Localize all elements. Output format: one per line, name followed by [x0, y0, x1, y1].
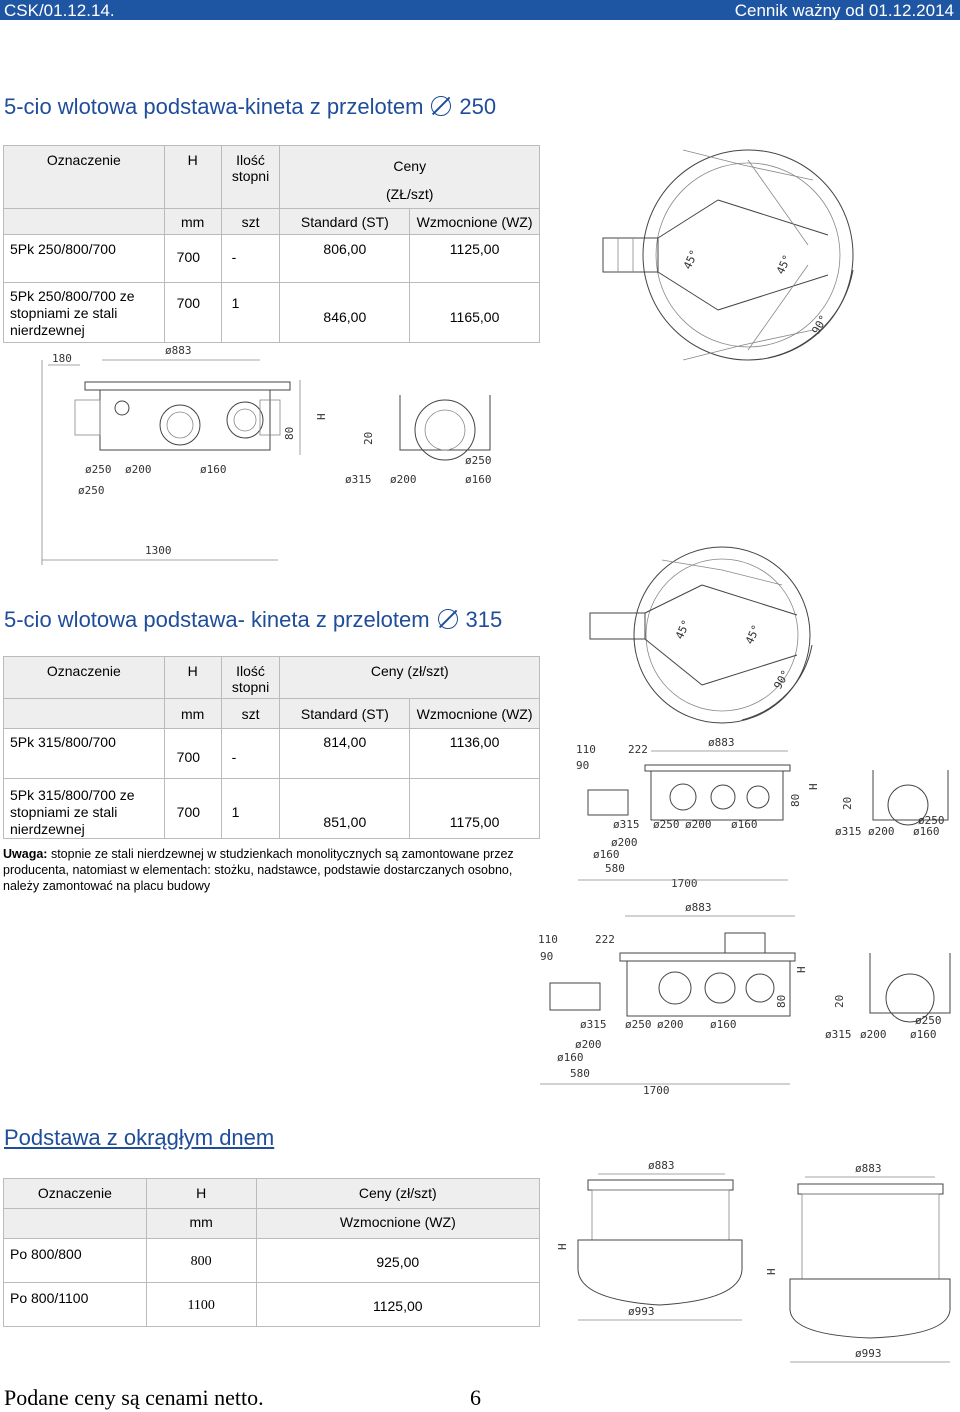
svg-text:ø250: ø250 — [625, 1018, 652, 1031]
col-wzmocnione: Wzmocnione (WZ) — [256, 1209, 539, 1239]
svg-text:20: 20 — [833, 994, 846, 1008]
unit-mm: mm — [146, 1209, 256, 1239]
row-price-st: 846,00 — [280, 283, 410, 343]
svg-text:80: 80 — [775, 994, 788, 1008]
svg-text:ø160: ø160 — [913, 825, 940, 838]
svg-text:ø883: ø883 — [648, 1159, 675, 1172]
unit-szt: szt — [221, 699, 280, 729]
col-h: H — [146, 1179, 256, 1209]
row-price-st: 806,00 — [280, 235, 410, 283]
row-price-wz: 1136,00 — [410, 729, 540, 779]
svg-text:ø993: ø993 — [628, 1305, 655, 1318]
svg-text:580: 580 — [570, 1067, 590, 1080]
row-price-st: 814,00 — [280, 729, 410, 779]
warning-note: Uwaga: stopnie ze stali nierdzewnej w studzienkach monolitycznych są zamontowane przez producenta, natomiast w elementach: stożku, nadstawce, podstawie dostarczanych osobno, należy zamontować na placu budowy — [3, 847, 514, 893]
svg-text:90: 90 — [540, 950, 554, 963]
price-table — [3, 1178, 540, 1327]
row-price-wz: 1175,00 — [410, 779, 540, 839]
svg-text:ø315: ø315 — [345, 473, 372, 486]
col-h: H — [164, 657, 221, 699]
row-h: 700 — [164, 283, 221, 343]
svg-text:580: 580 — [605, 862, 625, 875]
unit-mm: mm — [164, 699, 221, 729]
col-wzmocnione: Wzmocnione (WZ) — [410, 209, 540, 235]
svg-text:20: 20 — [841, 796, 854, 810]
svg-text:90°: 90° — [809, 312, 831, 337]
col-wzmocnione: Wzmocnione (WZ) — [410, 699, 540, 729]
col-ceny: Ceny (zł/szt) — [280, 657, 540, 699]
page-number: 6 — [470, 1385, 481, 1410]
document-code: CSK/01.12.14. — [4, 1, 115, 20]
top-view-drawing — [582, 555, 822, 715]
svg-text:ø883: ø883 — [165, 344, 192, 357]
col-oznaczenie: Oznaczenie — [4, 657, 165, 699]
svg-text:ø160: ø160 — [557, 1051, 584, 1064]
row-steps: - — [221, 235, 280, 283]
section-title: Podstawa z okrągłym dnem — [4, 1125, 275, 1150]
svg-text:1700: 1700 — [643, 1084, 670, 1097]
svg-text:1700: 1700 — [671, 877, 698, 890]
svg-text:H: H — [765, 1268, 778, 1275]
svg-text:ø160: ø160 — [593, 848, 620, 861]
unit-mm: mm — [164, 209, 221, 235]
page-header — [0, 0, 960, 20]
svg-text:ø315: ø315 — [613, 818, 640, 831]
side-view-drawing — [535, 898, 955, 1098]
svg-text:90: 90 — [576, 759, 590, 772]
svg-text:ø250: ø250 — [465, 454, 492, 467]
svg-text:ø160: ø160 — [710, 1018, 737, 1031]
svg-text:180: 180 — [52, 352, 72, 365]
col-ilosc: Ilość stopni — [221, 657, 280, 699]
row-name: 5Pk 315/800/700 — [4, 729, 165, 779]
unit-szt: szt — [221, 209, 280, 235]
svg-text:ø200: ø200 — [611, 836, 638, 849]
svg-text:ø250: ø250 — [78, 484, 105, 497]
diameter-icon — [438, 609, 458, 629]
row-price-wz: 1125,00 — [410, 235, 540, 283]
price-table — [3, 145, 540, 343]
row-price-st: 851,00 — [280, 779, 410, 839]
svg-text:ø200: ø200 — [860, 1028, 887, 1041]
svg-text:H: H — [795, 966, 808, 973]
svg-text:45°: 45° — [773, 252, 795, 277]
svg-text:110: 110 — [538, 933, 558, 946]
svg-text:H: H — [807, 783, 820, 790]
svg-text:ø160: ø160 — [731, 818, 758, 831]
svg-text:1300: 1300 — [145, 544, 172, 557]
row-name: Po 800/800 — [4, 1239, 147, 1283]
svg-text:ø160: ø160 — [910, 1028, 937, 1041]
svg-text:110: 110 — [576, 743, 596, 756]
svg-text:ø315: ø315 — [835, 825, 862, 838]
svg-text:222: 222 — [628, 743, 648, 756]
section-title: 5-cio wlotowa podstawa-kineta z przelotem 250 — [4, 94, 497, 119]
row-h: 700 — [164, 235, 221, 283]
svg-text:ø250: ø250 — [653, 818, 680, 831]
side-view-drawing — [573, 735, 958, 895]
row-name: Po 800/1100 — [4, 1283, 147, 1327]
section-title: 5-cio wlotowa podstawa- kineta z przelotem 315 — [4, 607, 503, 632]
round-base-drawing — [550, 1150, 955, 1370]
svg-text:ø315: ø315 — [580, 1018, 607, 1031]
svg-text:ø200: ø200 — [685, 818, 712, 831]
svg-text:ø200: ø200 — [390, 473, 417, 486]
svg-text:H: H — [556, 1243, 569, 1250]
svg-text:ø160: ø160 — [200, 463, 227, 476]
col-oznaczenie: Oznaczenie — [4, 1179, 147, 1209]
col-ilosc: Ilość stopni — [221, 146, 280, 209]
col-oznaczenie: Oznaczenie — [4, 146, 165, 209]
svg-text:ø200: ø200 — [657, 1018, 684, 1031]
row-name: 5Pk 250/800/700 — [4, 235, 165, 283]
row-name: 5Pk 315/800/700 ze stopniami ze stali nierdzewnej — [4, 779, 165, 839]
row-steps: 1 — [221, 779, 280, 839]
svg-text:45°: 45° — [742, 622, 764, 647]
row-steps: 1 — [221, 283, 280, 343]
svg-text:ø993: ø993 — [855, 1347, 882, 1360]
svg-text:222: 222 — [595, 933, 615, 946]
svg-text:ø250: ø250 — [915, 1014, 942, 1027]
price-validity: Cennik ważny od 01.12.2014 — [734, 1, 954, 20]
svg-text:80: 80 — [789, 793, 802, 807]
row-h: 800 — [146, 1239, 256, 1283]
side-view-drawing — [40, 340, 500, 570]
svg-text:45°: 45° — [680, 247, 702, 272]
row-name: 5Pk 250/800/700 ze stopniami ze stali nierdzewnej — [4, 283, 165, 343]
top-view-drawing — [598, 140, 858, 370]
svg-text:ø200: ø200 — [125, 463, 152, 476]
svg-text:ø160: ø160 — [465, 473, 492, 486]
row-h: 700 — [164, 779, 221, 839]
row-h: 700 — [164, 729, 221, 779]
svg-text:ø883: ø883 — [685, 901, 712, 914]
col-ceny: Ceny (ZŁ/szt) — [280, 146, 540, 209]
footer-note: Podane ceny są cenami netto. — [4, 1385, 264, 1410]
svg-text:ø883: ø883 — [855, 1162, 882, 1175]
price-table — [3, 656, 540, 839]
svg-text:ø200: ø200 — [868, 825, 895, 838]
diameter-icon — [431, 96, 451, 116]
row-price-wz: 1165,00 — [410, 283, 540, 343]
svg-text:ø315: ø315 — [825, 1028, 852, 1041]
svg-text:80: 80 — [283, 426, 296, 440]
svg-text:ø250: ø250 — [918, 814, 945, 827]
svg-text:ø883: ø883 — [708, 736, 735, 749]
svg-text:H: H — [315, 413, 328, 420]
svg-text:ø250: ø250 — [85, 463, 112, 476]
row-price-wz: 925,00 — [256, 1239, 539, 1283]
col-standard: Standard (ST) — [280, 699, 410, 729]
col-standard: Standard (ST) — [280, 209, 410, 235]
svg-text:90°: 90° — [771, 667, 793, 692]
row-steps: - — [221, 729, 280, 779]
row-price-wz: 1125,00 — [256, 1283, 539, 1327]
svg-text:ø200: ø200 — [575, 1038, 602, 1051]
svg-text:20: 20 — [362, 431, 375, 445]
svg-text:45°: 45° — [672, 617, 694, 642]
row-h: 1100 — [146, 1283, 256, 1327]
col-h: H — [164, 146, 221, 209]
col-ceny: Ceny (zł/szt) — [256, 1179, 539, 1209]
